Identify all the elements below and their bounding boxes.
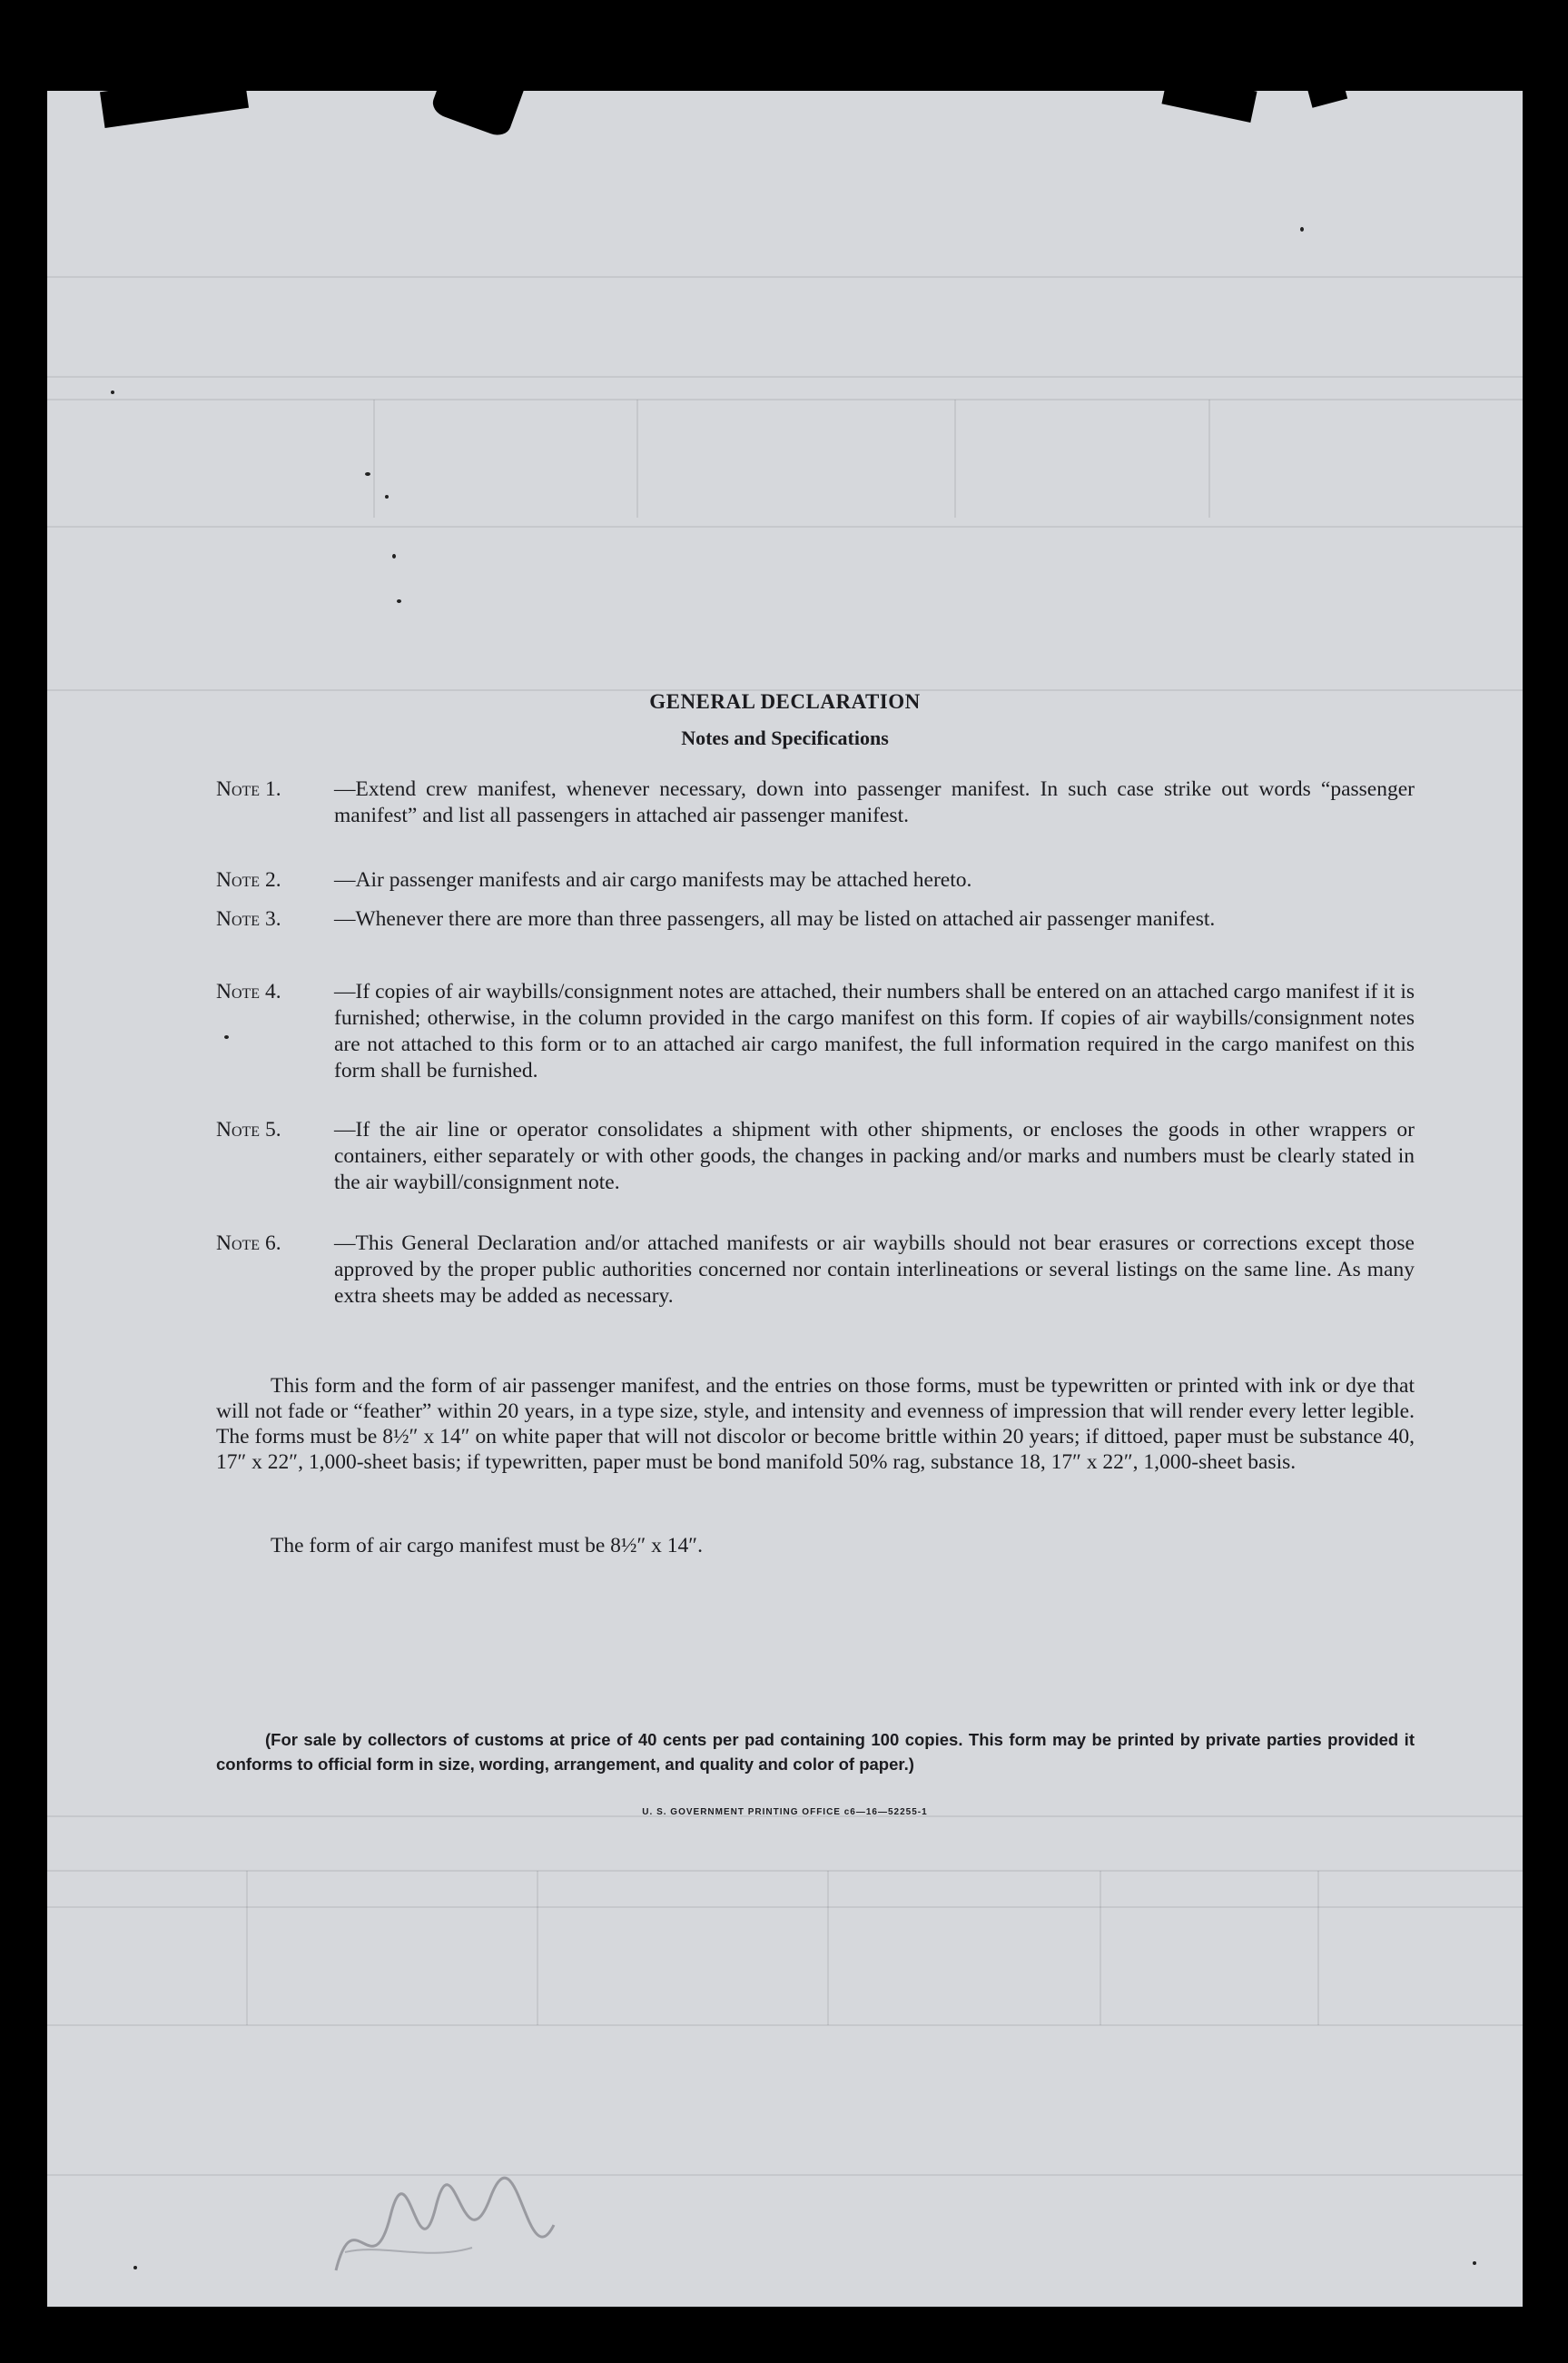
document-page <box>47 91 1523 2307</box>
scan-speck <box>397 599 401 603</box>
note-text: —Air passenger manifests and air cargo manifests may be attached hereto. <box>334 868 972 892</box>
note-label: Note 5. <box>216 1118 281 1142</box>
scan-speck <box>1300 227 1304 232</box>
printer-imprint: U. S. GOVERNMENT PRINTING OFFICE c6—16—52255-1 <box>642 1807 928 1817</box>
note-2 <box>216 867 1415 894</box>
scan-speck <box>133 2266 137 2269</box>
note-text: —Whenever there are more than three passengers, all may be listed on attached air passenger manifest. <box>334 907 1216 931</box>
note-4 <box>216 979 1415 1084</box>
note-text: —Extend crew manifest, whenever necessary, down into passenger manifest. In such case strike out words “passenger manifest” and list all passengers in attached air passenger manifest. <box>334 777 1415 827</box>
note-label: Note 6. <box>216 1231 281 1255</box>
sale-notice: (For sale by collectors of customs at price of 40 cents per pad containing 100 copies. This form may be printed by private parties provided it conforms to official form in size, wording, arrangement, and quality and color of paper.) <box>216 1730 1415 1774</box>
page-title: GENERAL DECLARATION <box>649 690 921 713</box>
note-text: —If the air line or operator consolidates a shipment with other shipments, or encloses the goods in other wrappers or containers, either separately or with other goods, the changes in packing and/or marks and numbers must be clearly stated in the air waybill/consignment note. <box>334 1118 1415 1194</box>
scan-speck <box>224 1035 229 1039</box>
scan-speck <box>111 391 114 394</box>
scan-speck <box>385 495 389 499</box>
note-label: Note 3. <box>216 907 281 931</box>
note-1 <box>216 776 1415 829</box>
note-text: —If copies of air waybills/consignment notes are attached, their numbers shall be entered on an attached cargo manifest if it is furnished; otherwise, in the column provided in the cargo manifest on this form. If copies of air waybills/consignment notes are not attached to this form or to an attached air cargo manifest, the full information required in the cargo manifest on this form shall be furnished. <box>334 980 1415 1083</box>
cargo-manifest-size-paragraph: The form of air cargo manifest must be 8½″ x 14″. <box>271 1534 703 1557</box>
scan-speck <box>392 554 396 559</box>
document-content <box>47 91 1523 2307</box>
scan-speck <box>365 472 370 476</box>
paper-specification-paragraph: This form and the form of air passenger manifest, and the entries on those forms, must be typewritten or printed with ink or dye that will not fade or “feather” within 20 years, in a type size, style, and intensity and evenness of impression that will render every letter legible. The forms must be 8½″ x 14″ on white paper that will not discolor or become brittle within 20 years; if dittoed, paper must be substance 40, 17″ x 22″, 1,000-sheet basis; if typewritten, paper must be bond manifold 50% rag, substance 18, 17″ x 22″, 1,000-sheet basis. <box>216 1374 1415 1474</box>
note-5 <box>216 1117 1415 1196</box>
note-6 <box>216 1231 1415 1310</box>
signature-bleed-through <box>318 2161 572 2298</box>
page-subtitle: Notes and Specifications <box>681 727 889 749</box>
note-label: Note 1. <box>216 777 281 801</box>
scan-speck <box>1473 2261 1476 2265</box>
note-label: Note 4. <box>216 980 281 1004</box>
note-3 <box>216 906 1415 933</box>
note-text: —This General Declaration and/or attached manifests or air waybills should not bear erasures or corrections except those approved by the proper public authorities concerned nor contain interlineations or several listings on the same line. As many extra sheets may be added as necessary. <box>334 1231 1415 1308</box>
note-label: Note 2. <box>216 868 281 892</box>
